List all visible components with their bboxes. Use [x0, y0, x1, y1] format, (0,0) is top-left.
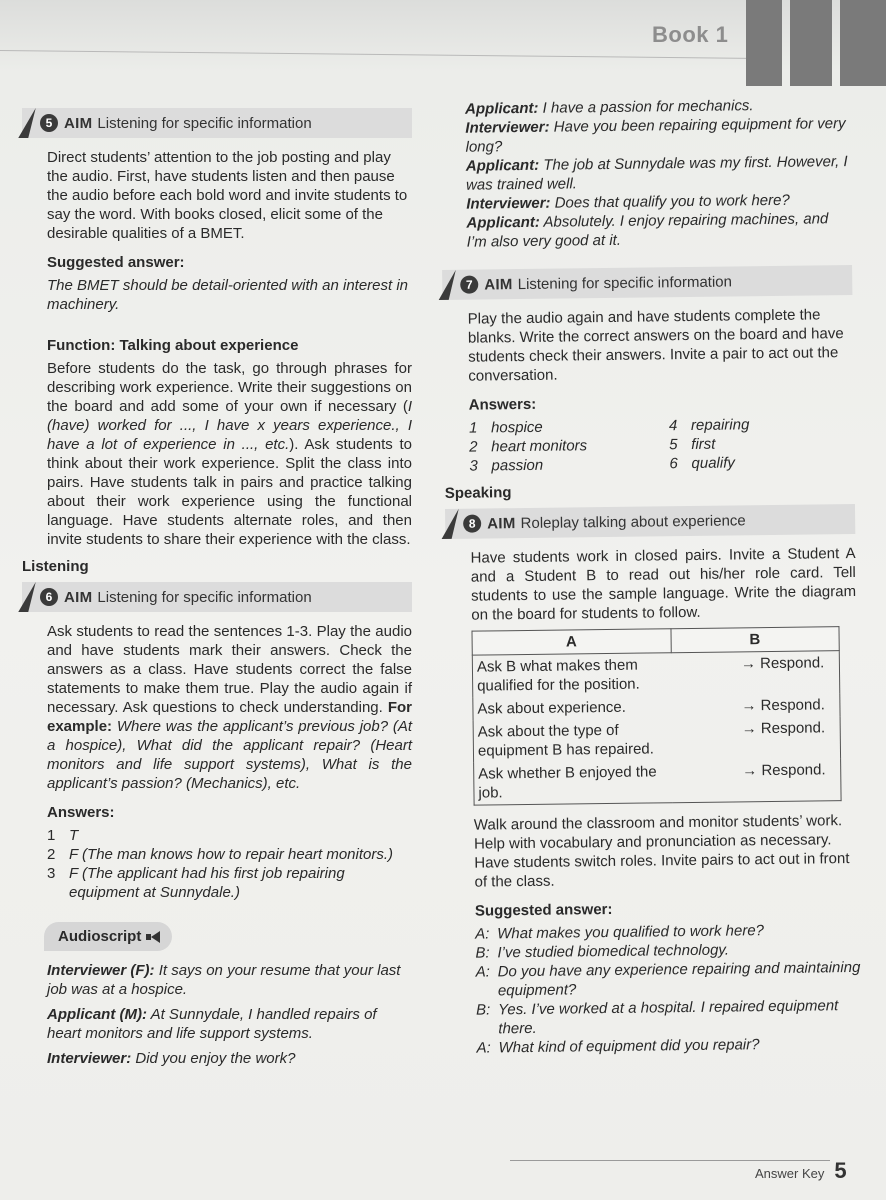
answer-number: 2 [469, 438, 478, 456]
speaker-letter: B: [476, 1001, 491, 1019]
instruction-paragraph: Direct students’ attention to the job posting and play the audio. First, have students listen and then pause the audio before each bold word and invite students to say the word. With books closed, elicit some of the desirable qualities of a BMET. [47, 149, 408, 242]
list-item [469, 416, 669, 437]
footer [755, 1158, 847, 1184]
wedge-icon [439, 270, 456, 300]
table-row [473, 716, 840, 762]
right-column [440, 95, 862, 1058]
aim-banner-5 [22, 108, 412, 138]
script-text: At Sunnydale, I handled repairs of heart monitors and life support systems. [47, 1006, 377, 1042]
arrow-right-icon: → [741, 697, 761, 715]
header-bar [840, 0, 886, 86]
script-text: It says on your resume that your last job was at a hospice. [47, 962, 401, 998]
cell-a: Ask about the type of equipment B has repaired. [473, 718, 672, 762]
aim-label: AIM [484, 275, 513, 293]
cell-a: Ask whether B enjoyed the job. [474, 760, 673, 805]
header-bar [746, 0, 782, 86]
speaker-letter: A: [476, 1039, 491, 1057]
wedge-icon [442, 509, 459, 539]
list-item [47, 826, 412, 845]
arrow-right-icon: → [742, 762, 762, 780]
answer-number: 1 [47, 827, 56, 844]
cell-b-text: Respond. [760, 719, 826, 738]
list-item [47, 845, 412, 864]
cell-a: Ask B what makes them qualified for the position. [472, 653, 671, 698]
script-line [47, 1005, 412, 1043]
script-line [47, 1049, 412, 1068]
dialogue-line [476, 958, 861, 1001]
dialogue-text: What makes you qualified to work here? [497, 922, 765, 943]
speaker-letter: B: [475, 944, 490, 962]
script-text: Absolutely. I enjoy repairing machines, and I’m also very good at it. [466, 210, 829, 251]
instruction-paragraph: Have students work in closed pairs. Invite a Student A and a Student B to read out his/her role card. Tell students to use the sample language. Write the diagram on the board for students to follow. [470, 544, 857, 624]
instruction-paragraph: Walk around the classroom and monitor students’ work. Help with vocabulary and pronunciation as necessary. Have students switch roles. Invite pairs to act out in front of the class. [473, 812, 850, 891]
answer-text: T [69, 827, 79, 844]
wedge-icon [18, 582, 35, 612]
dialogue-line [476, 1034, 861, 1058]
suggested-dialogue [450, 920, 862, 1058]
audioscript [22, 961, 412, 1068]
number-badge: 5 [40, 114, 58, 132]
footer-label: Answer Key [755, 1166, 825, 1181]
suggested-answer-label: Suggested answer: [47, 254, 185, 271]
instruction-paragraph: Play the audio again and have students complete the blanks. Write the correct answers on the board and have students check their answers. Invite a pair to act out the conversation. [467, 306, 844, 385]
function-heading: Function: Talking about experience [47, 337, 299, 354]
answers-label: Answers: [47, 804, 115, 821]
number-badge: 8 [463, 515, 481, 533]
speaker-name: Applicant: [465, 156, 540, 175]
script-line [466, 209, 851, 252]
dialogue-text: Do you have any experience repairing and maintaining equipment? [497, 958, 861, 1000]
script-text: The job at Sunnydale was my first. However, I was trained well. [465, 153, 848, 194]
section-heading-speaking: Speaking [444, 484, 512, 502]
audioscript-label: Audioscript [58, 928, 142, 945]
list-item [469, 454, 669, 475]
speaker-name: Applicant (M): [47, 1006, 147, 1023]
script-text: Did you enjoy the work? [131, 1050, 296, 1067]
answer-number: 4 [668, 417, 678, 435]
cell-b [671, 693, 840, 718]
script-line [465, 114, 850, 157]
left-column [22, 108, 412, 1074]
dialogue-line [476, 996, 861, 1039]
header-bar [790, 0, 832, 86]
function-text: Before students do the task, go through phrases for describing work experience. Write their suggestions on the board and add some of your own if necessary ( [47, 360, 412, 415]
aim-text: Roleplay talking about experience [520, 511, 746, 532]
cell-a: Ask about experience. [473, 695, 672, 720]
cell-b-text: Respond. [761, 761, 826, 780]
example-questions: Where was the applicant’s previous job? (At a hospice), What did the applicant repair? (Heart monitors and life support systems), What is the applicant’s passion? (Mechanics), etc. [47, 718, 412, 792]
column-header-a: A [472, 629, 671, 655]
list-item [669, 433, 839, 454]
answers-label: Answers: [468, 395, 537, 414]
dialogue-text: What kind of equipment did you repair? [498, 1036, 760, 1057]
function-text: ). Ask students to think about their work experience. Split the class into pairs. Have students talk in pairs and practice talking about their work experience using the functional language. Have students alternate roles, and then invite students to share their experience with the class. [47, 436, 412, 548]
instruction-paragraph [22, 622, 412, 793]
speaker-name: Interviewer: [465, 118, 550, 137]
answer-text: heart monitors [491, 437, 588, 456]
answer-number: 5 [669, 436, 678, 454]
script-text: Does that qualify you to work here? [550, 191, 790, 212]
aim-label: AIM [64, 114, 93, 132]
answer-text: repairing [690, 416, 750, 434]
aim-banner-7 [442, 265, 852, 300]
aim-text: Listening for specific information [517, 272, 733, 293]
script-line [47, 961, 412, 999]
cell-b [672, 758, 841, 803]
list-item [669, 414, 839, 435]
list-item [669, 452, 839, 473]
script-text: Have you been repairing equipment for very long? [465, 115, 846, 156]
list-item [469, 435, 669, 456]
answer-text: passion [491, 456, 544, 475]
answer-text: hospice [490, 418, 543, 437]
book-title: Book 1 [652, 22, 729, 47]
cell-b [671, 651, 840, 696]
instruction-text: Ask students to read the sentences 1-3. Play the audio and have students mark their answers. Check the answers as a class. Have students correct the false statements to make them true. Play the audio again if necessary. Ask questions to check understanding. [47, 623, 412, 716]
script-text: I have a passion for mechanics. [538, 97, 754, 117]
suggested-answer-text: The BMET should be detail-oriented with an interest in machinery. [47, 277, 409, 313]
answer-text: qualify [691, 454, 735, 472]
number-badge: 7 [460, 276, 478, 294]
section-heading-listening: Listening [22, 558, 89, 575]
header-rule [0, 50, 760, 59]
aim-banner-8 [445, 504, 855, 539]
arrow-right-icon: → [741, 720, 761, 738]
wedge-icon [18, 108, 35, 138]
answer-text: first [691, 435, 716, 453]
dialogue-text: I’ve studied biomedical technology. [497, 941, 730, 962]
answer-number: 3 [469, 457, 478, 475]
script-line [466, 152, 851, 195]
dialogue-text: Yes. I’ve worked at a hospital. I repaired equipment there. [498, 997, 839, 1038]
cell-b-text: Respond. [759, 654, 825, 673]
speaker-icon [151, 931, 160, 943]
answer-number: 3 [47, 865, 56, 882]
speaker-name: Interviewer: [47, 1050, 132, 1067]
function-examples: I (have) worked for ..., I have x years experience., I have a lot of experience in ..., etc. [47, 398, 412, 453]
aim-banner-6 [22, 582, 412, 612]
function-paragraph [22, 359, 412, 549]
aim-label: AIM [64, 588, 93, 606]
page-number: 5 [834, 1158, 847, 1183]
answer-number: 6 [669, 455, 678, 473]
column-header-b: B [670, 627, 839, 653]
speaker-name: Interviewer: [466, 194, 551, 213]
example-label: For example: [47, 699, 412, 735]
speaker-name: Applicant: [465, 99, 539, 118]
answer-number: 2 [47, 846, 56, 863]
audioscript-button[interactable] [44, 922, 172, 951]
answers-grid [469, 414, 855, 476]
roleplay-diagram [471, 626, 841, 805]
table-row [474, 758, 841, 805]
number-badge: 6 [40, 588, 58, 606]
speaker-name: Interviewer (F): [47, 962, 155, 979]
answer-number: 1 [468, 419, 478, 437]
answers-list [47, 826, 412, 902]
suggested-answer-label: Suggested answer: [474, 900, 613, 920]
answer-text: F (The applicant had his first job repairing equipment at Sunnydale.) [69, 865, 345, 901]
answer-text: F (The man knows how to repair heart monitors.) [69, 846, 394, 863]
cell-b [672, 716, 841, 760]
speaker-name: Applicant: [466, 213, 540, 232]
aim-text: Listening for specific information [97, 588, 312, 606]
table-row [472, 651, 839, 698]
cell-b-text: Respond. [760, 696, 825, 715]
aim-label: AIM [487, 514, 516, 532]
arrow-right-icon: → [740, 655, 761, 673]
speaker-letter: A: [475, 963, 490, 981]
audioscript-continued [440, 95, 852, 252]
list-item [47, 864, 412, 902]
aim-text: Listening for specific information [97, 114, 312, 132]
speaker-letter: A: [475, 925, 490, 943]
